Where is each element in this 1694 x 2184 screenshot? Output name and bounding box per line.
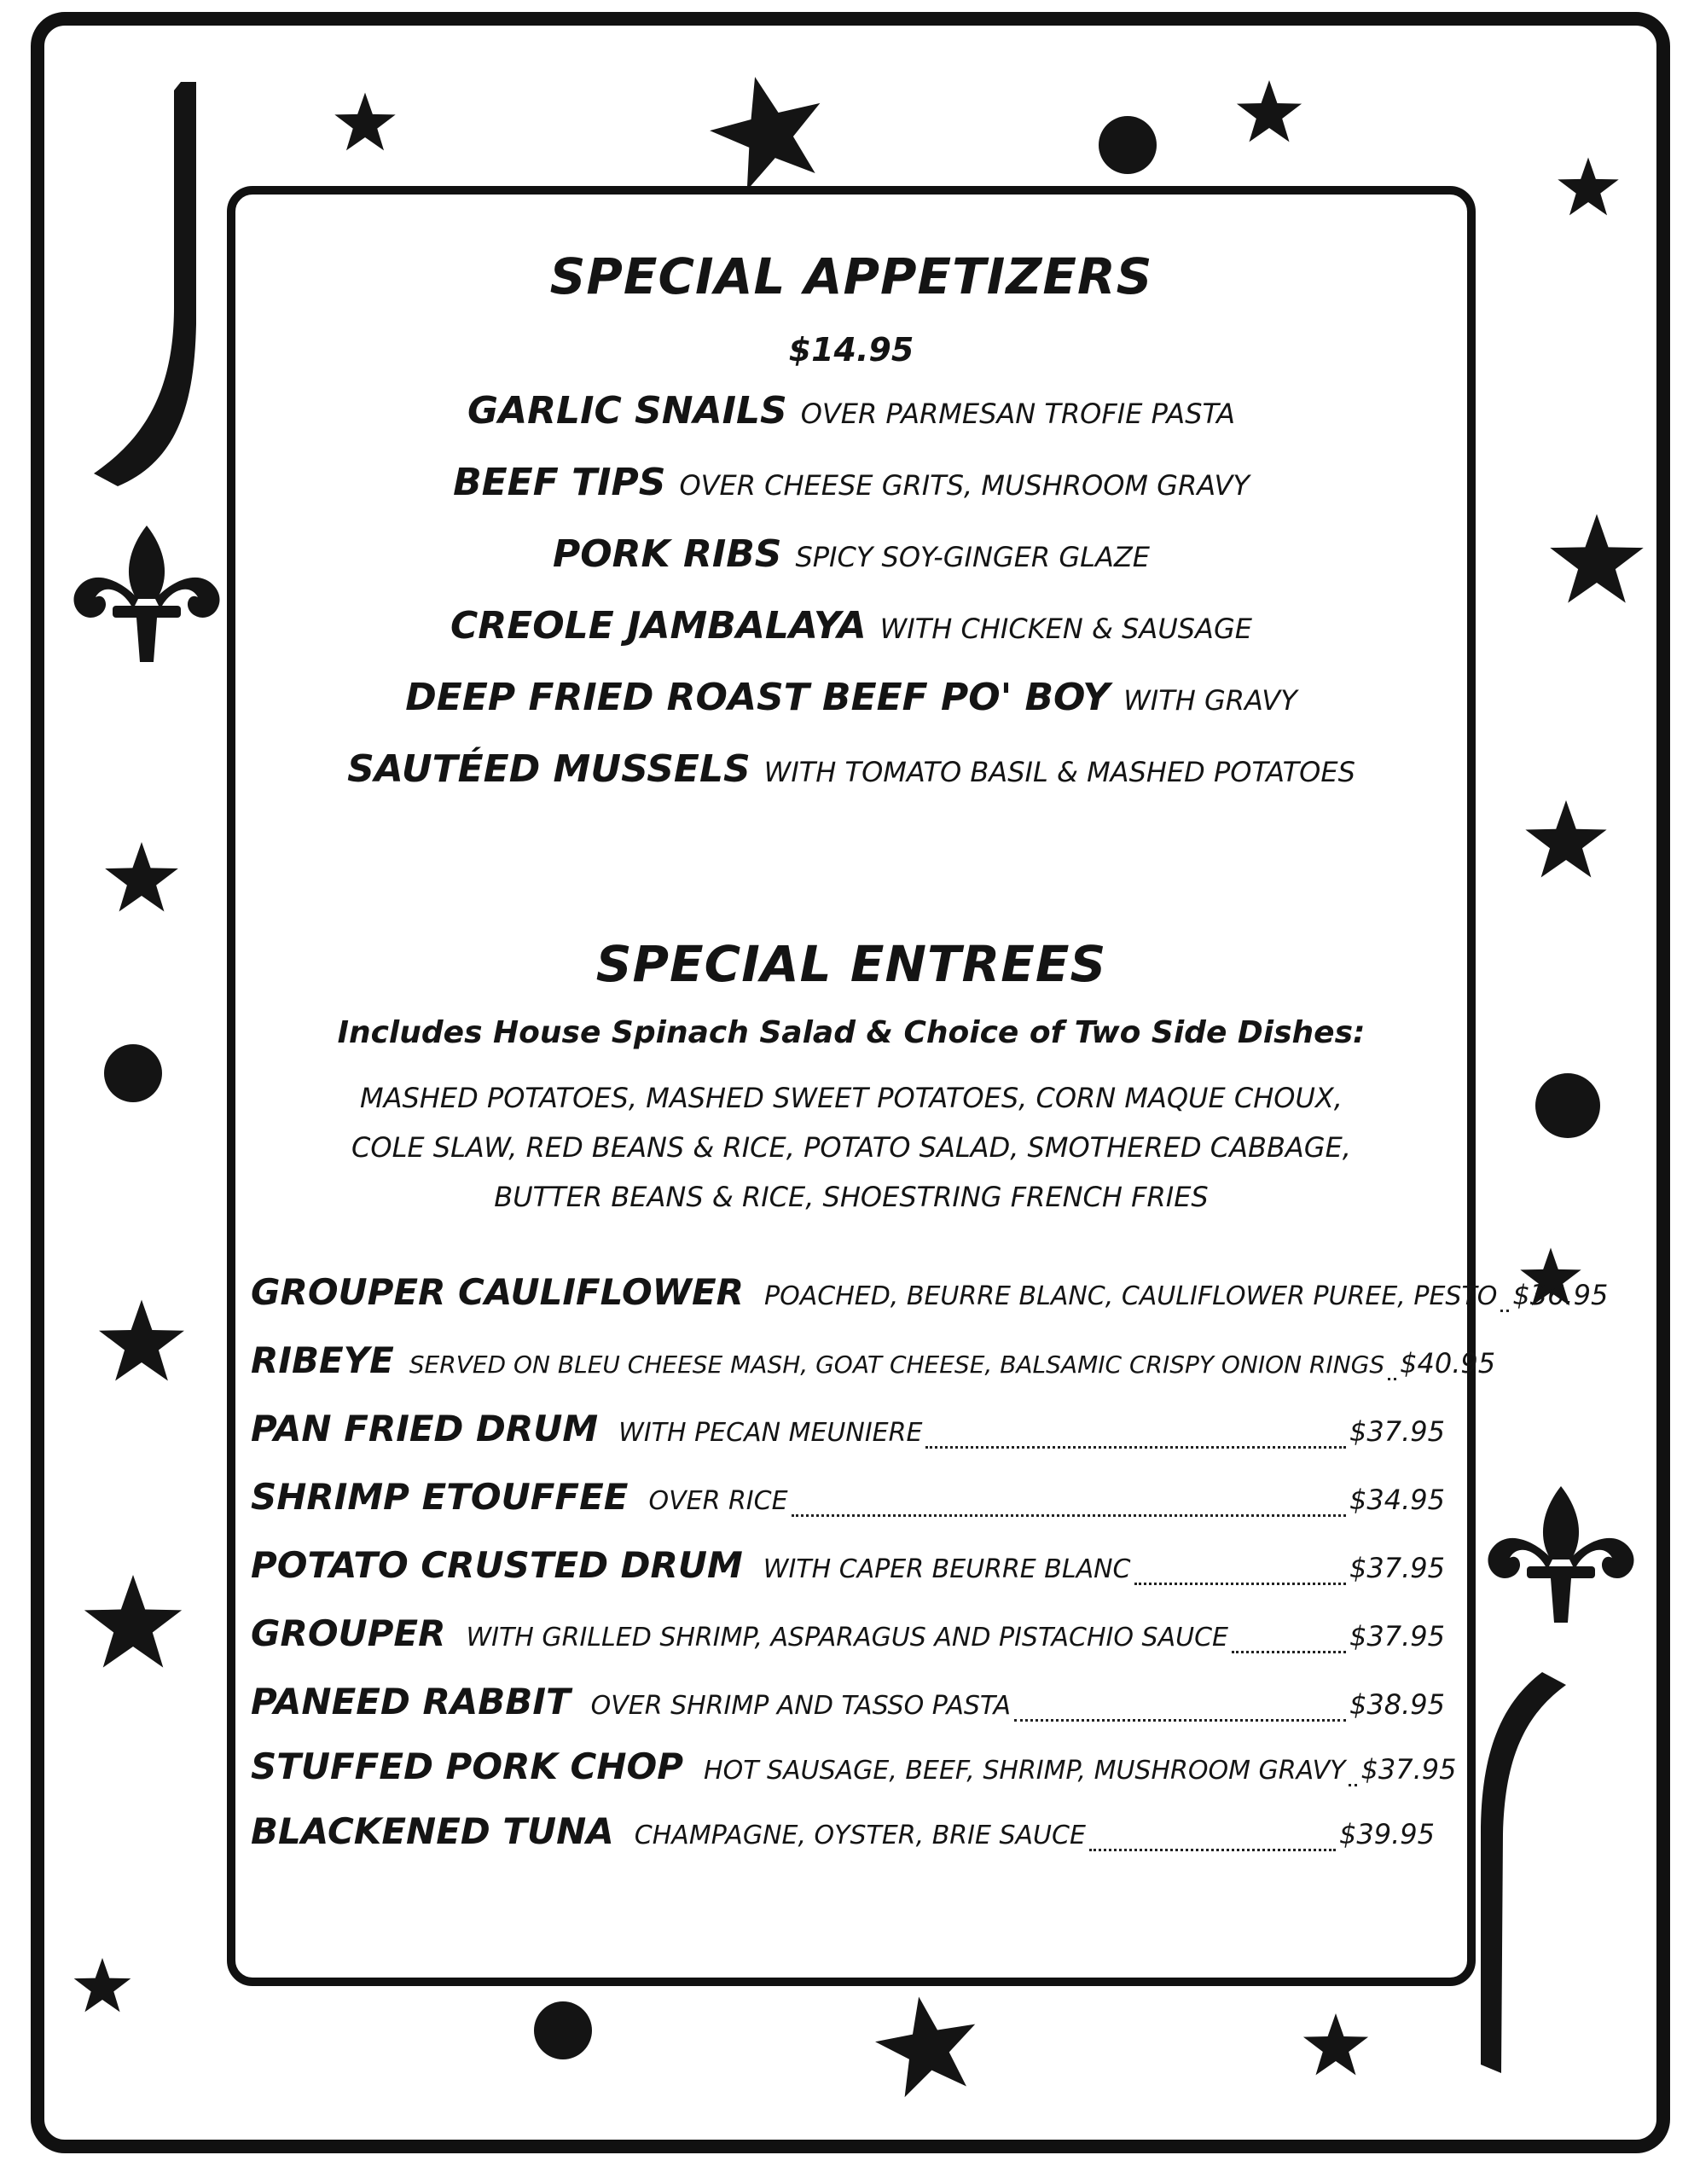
appetizer-name: PORK RIBS xyxy=(553,532,782,576)
dot-leader xyxy=(792,1514,1346,1517)
side-dishes-line: BUTTER BEANS & RICE, SHOESTRING FRENCH FRIES xyxy=(494,1181,1209,1213)
dot-icon xyxy=(104,1044,162,1102)
entree-price: $39.95 xyxy=(1339,1818,1435,1850)
entrees-title: SPECIAL ENTREES xyxy=(595,935,1107,993)
entree-price: $40.95 xyxy=(1400,1347,1496,1380)
appetizer-name: BEEF TIPS xyxy=(453,461,666,504)
entree-desc: CHAMPAGNE, OYSTER, BRIE SAUCE xyxy=(634,1821,1086,1850)
entree-item xyxy=(251,1476,1445,1527)
entree-name: RIBEYE xyxy=(251,1339,394,1381)
entree-desc: OVER RICE xyxy=(648,1486,788,1516)
appetizer-desc: OVER CHEESE GRITS, MUSHROOM GRAVY xyxy=(679,469,1250,502)
dot-icon xyxy=(1535,1073,1600,1138)
star-icon xyxy=(1237,80,1302,142)
dot-leader xyxy=(1232,1651,1346,1653)
entree-price: $37.95 xyxy=(1349,1620,1445,1653)
star-icon xyxy=(1558,158,1618,216)
entree-name: GROUPER CAULIFLOWER xyxy=(251,1271,745,1313)
star-icon xyxy=(334,93,395,151)
star-icon xyxy=(99,1300,184,1381)
swoosh-icon xyxy=(94,82,196,486)
appetizer-desc: WITH TOMATO BASIL & MASHED POTATOES xyxy=(763,756,1355,788)
star-icon xyxy=(699,63,836,195)
star-icon xyxy=(1525,800,1606,878)
star-icon xyxy=(74,1958,131,2012)
dot-icon xyxy=(1099,116,1157,174)
entree-item xyxy=(251,1612,1445,1664)
entree-item xyxy=(251,1271,1609,1322)
appetizer-item xyxy=(235,532,1467,576)
appetizer-item xyxy=(235,461,1467,504)
entree-item xyxy=(251,1745,1457,1797)
entree-item xyxy=(251,1408,1445,1459)
star-icon xyxy=(105,842,178,911)
entree-item xyxy=(251,1681,1445,1732)
swoosh-icon xyxy=(1481,1672,1566,2073)
appetizer-desc: WITH CHICKEN & SAUSAGE xyxy=(879,613,1252,645)
fleur-de-lis-icon xyxy=(1488,1486,1633,1623)
entree-item xyxy=(251,1339,1496,1391)
dot-leader xyxy=(1134,1583,1347,1585)
appetizers-price: $14.95 xyxy=(788,331,914,369)
appetizer-name: CREOLE JAMBALAYA xyxy=(450,604,867,648)
appetizer-name: SAUTÉED MUSSELS xyxy=(347,747,751,791)
entree-name: BLACKENED TUNA xyxy=(251,1810,614,1852)
star-icon xyxy=(869,1988,986,2100)
dot-leader xyxy=(925,1446,1346,1449)
entree-price: $37.95 xyxy=(1349,1415,1445,1448)
entree-desc: WITH GRILLED SHRIMP, ASPARAGUS AND PISTACHIO SAUCE xyxy=(466,1623,1228,1653)
entree-price: $36.95 xyxy=(1512,1279,1609,1311)
appetizer-desc: WITH GRAVY xyxy=(1123,684,1297,717)
appetizer-desc: SPICY SOY-GINGER GLAZE xyxy=(795,541,1150,573)
entree-desc: POACHED, BEURRE BLANC, CAULIFLOWER PUREE, PESTO xyxy=(764,1281,1498,1311)
dot-leader xyxy=(1349,1784,1357,1786)
entree-item xyxy=(251,1810,1435,1862)
appetizer-desc: OVER PARMESAN TROFIE PASTA xyxy=(800,398,1235,430)
appetizer-name: GARLIC SNAILS xyxy=(467,389,787,433)
entree-price: $37.95 xyxy=(1349,1552,1445,1584)
star-icon xyxy=(1550,514,1643,603)
entree-desc: SERVED ON BLEU CHEESE MASH, GOAT CHEESE, BALSAMIC CRISPY ONION RINGS xyxy=(409,1350,1385,1379)
entree-name: SHRIMP ETOUFFEE xyxy=(251,1476,629,1518)
dot-leader xyxy=(1089,1849,1336,1851)
appetizer-item xyxy=(235,389,1467,433)
fleur-de-lis-icon xyxy=(73,526,219,662)
dot-leader xyxy=(1500,1310,1509,1312)
entree-name: STUFFED PORK CHOP xyxy=(251,1745,684,1787)
side-dishes-line: MASHED POTATOES, MASHED SWEET POTATOES, CORN MAQUE CHOUX, xyxy=(360,1082,1343,1114)
appetizer-name: DEEP FRIED ROAST BEEF PO' BOY xyxy=(405,676,1111,719)
entree-item xyxy=(251,1544,1445,1595)
entree-name: POTATO CRUSTED DRUM xyxy=(251,1544,743,1586)
entree-name: GROUPER xyxy=(251,1612,446,1654)
appetizer-item xyxy=(235,604,1467,648)
entree-desc: WITH CAPER BEURRE BLANC xyxy=(763,1554,1131,1584)
entree-price: $34.95 xyxy=(1349,1484,1445,1516)
entree-name: PAN FRIED DRUM xyxy=(251,1408,599,1449)
star-icon xyxy=(84,1575,182,1668)
star-icon xyxy=(1303,2013,1368,2075)
entree-price: $37.95 xyxy=(1360,1753,1457,1786)
appetizer-item xyxy=(235,676,1467,719)
entree-name: PANEED RABBIT xyxy=(251,1681,571,1722)
dot-icon xyxy=(534,2001,592,2059)
entree-desc: OVER SHRIMP AND TASSO PASTA xyxy=(590,1691,1012,1721)
dot-leader xyxy=(1388,1378,1396,1380)
entree-desc: HOT SAUSAGE, BEEF, SHRIMP, MUSHROOM GRAVY xyxy=(704,1756,1346,1786)
menu-content xyxy=(235,195,1609,1978)
entree-desc: WITH PECAN MEUNIERE xyxy=(618,1418,923,1448)
dot-leader xyxy=(1014,1719,1346,1722)
appetizer-item xyxy=(235,747,1467,791)
side-dishes-line: COLE SLAW, RED BEANS & RICE, POTATO SALAD, SMOTHERED CABBAGE, xyxy=(351,1131,1351,1164)
entree-price: $38.95 xyxy=(1349,1688,1445,1721)
appetizers-title: SPECIAL APPETIZERS xyxy=(549,247,1153,305)
entrees-includes: Includes House Spinach Salad & Choice of Two Side Dishes: xyxy=(337,1015,1366,1050)
